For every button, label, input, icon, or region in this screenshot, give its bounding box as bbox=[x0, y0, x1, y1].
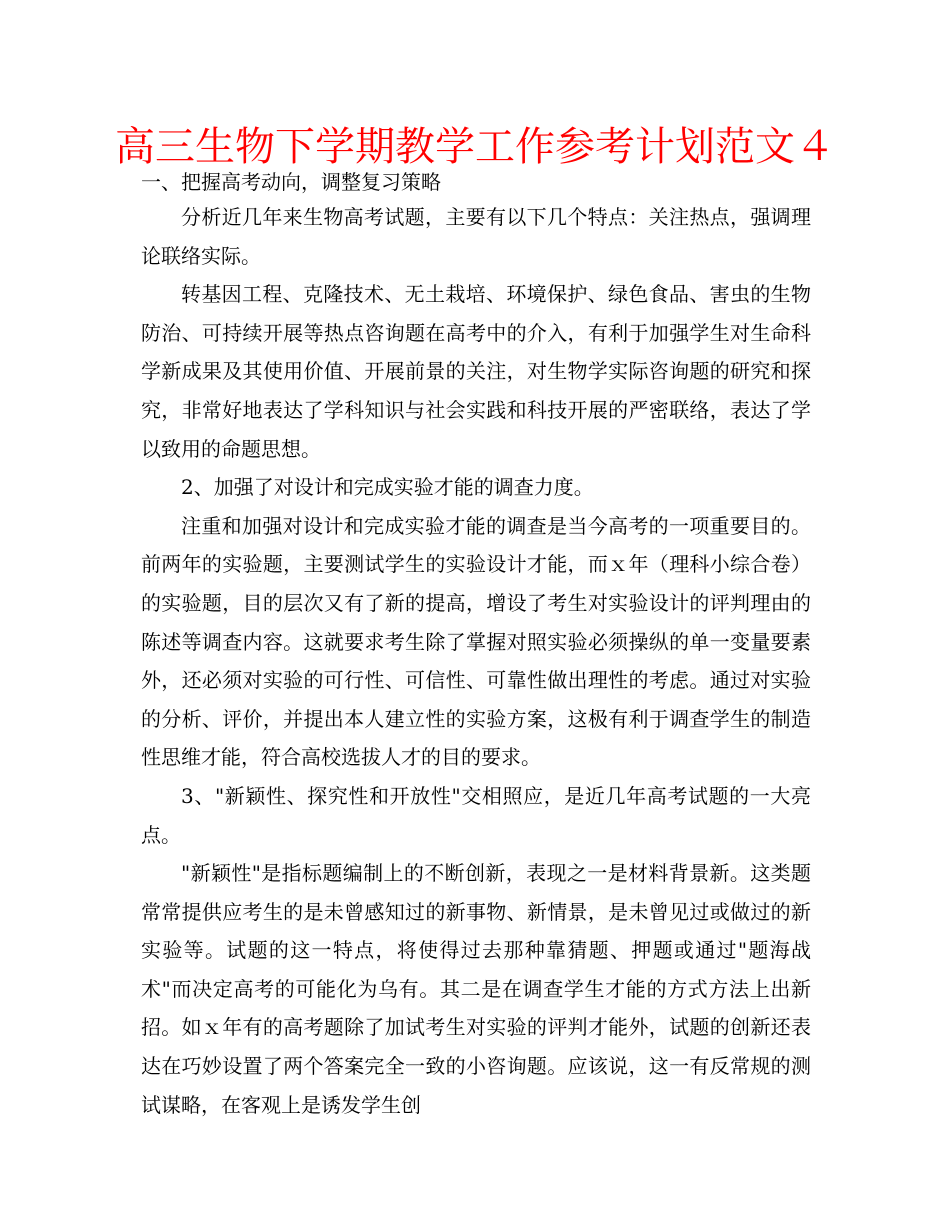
paragraph: "新颖性"是指标题编制上的不断创新，表现之一是材料背景新。这类题常常提供应考生的是未曾感知过的新事物、新情景，是未曾见过或做过的新实验等。试题的这一特点，将使得过去那种靠猜题、押题或通过"题海战术"而决定高考的可能化为乌有。其二是在调查学生才能的方式方法上出新招。如ｘ年有的高考题除了加试考生对实验的评判才能外，试题的创新还表达在巧妙设置了两个答案完全一致的小咨询题。应该说，这一有反常规的测试谋略，在客观上是诱发学生创 bbox=[141, 861, 811, 1117]
paragraph: 2、加强了对设计和完成实验才能的调查力度。 bbox=[181, 475, 594, 500]
document-title: 高三生物下学期教学工作参考计划范文４ bbox=[115, 124, 835, 170]
section-heading: 一、把握高考动向，调整复习策略 bbox=[141, 170, 441, 194]
paragraph: 转基因工程、克隆技术、无土栽培、环境保护、绿色食品、害虫的生物防治、可持续开展等热点咨询题在高考中的介入，有利于加强学生对生命科学新成果及其使用价值、开展前景的关注，对生物学实际咨询题的研究和探究，非常好地表达了学科知识与社会实践和科技开展的严密联络，表达了学以致用的命题思想。 bbox=[141, 282, 811, 461]
paragraph: 分析近几年来生物高考试题，主要有以下几个特点：关注热点，强调理论联络实际。 bbox=[141, 205, 811, 268]
document-body bbox=[141, 198, 811, 1124]
paragraph: 注重和加强对设计和完成实验才能的调查是当今高考的一项重要目的。前两年的实验题，主要测试学生的实验设计才能，而ｘ年（理科小综合卷）的实验题，目的层次又有了新的提高，增设了考生对实验设计的评判理由的陈述等调查内容。这就要求考生除了掌握对照实验必须操纵的单一变量要素外，还必须对实验的可行性、可信性、可靠性做出理性的考虑。通过对实验的分析、评价，并提出本人建立性的实验方案，这极有利于调查学生的制造性思维才能，符合高校选拔人才的目的要求。 bbox=[141, 513, 811, 770]
paragraph: 3、"新颖性、探究性和开放性"交相照应，是近几年高考试题的一大亮点。 bbox=[141, 783, 811, 847]
